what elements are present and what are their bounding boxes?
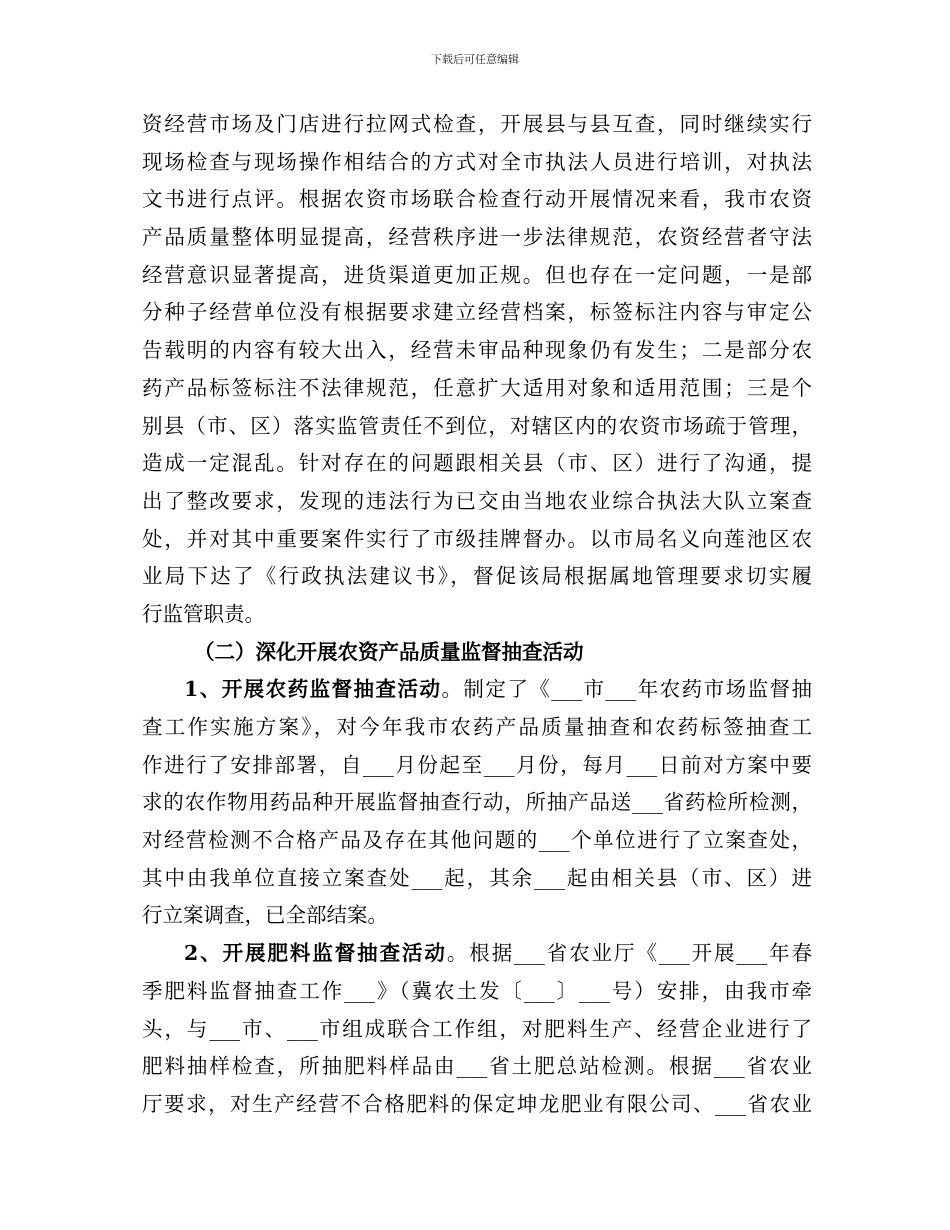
section-heading: （二）深化开展农资产品质量监督抽查活动 [194, 639, 584, 664]
text-line [142, 671, 812, 709]
document-body [142, 106, 812, 1124]
text-line: 头，与___市、___市组成联合工作组，对肥料生产、经营企业进行了 [142, 1016, 812, 1041]
text-line: 其中由我单位直接立案查处___起，其余___起由相关县（市、区）进 [142, 865, 812, 890]
text-line: 作进行了安排部署，自___月份起至___月份，每月___日前对方案中要 [142, 752, 812, 777]
text-line: 肥料抽样检查，所抽肥料样品由___省土肥总站检测。根据___省农业 [142, 1054, 812, 1079]
text-line: 造成一定混乱。针对存在的问题跟相关县（市、区）进行了沟通，提 [142, 451, 812, 476]
text-line: 厅要求，对生产经营不合格肥料的保定坤龙肥业有限公司、___省农业 [142, 1091, 812, 1116]
paragraph-market-inspection [142, 106, 812, 634]
paragraph-fertilizer-inspection [142, 935, 812, 1123]
text-line: 查工作实施方案》，对今年我市农药产品质量抽查和农药标签抽查工 [142, 715, 812, 739]
item-title: 2、开展肥料监督抽查活动 [184, 941, 447, 966]
text-line: 药产品标签标注不法律规范，任意扩大适用对象和适用范围；三是个 [142, 375, 812, 400]
text-line: 资经营市场及门店进行拉网式检查，开展县与县互查，同时继续实行 [142, 112, 812, 136]
paragraph-pesticide-inspection [142, 671, 812, 935]
text-line: 业局下达了《行政执法建议书》，督促该局根据属地管理要求切实履 [142, 564, 812, 589]
item-text: 。制定了《___市___年农药市场监督抽 [441, 677, 813, 702]
text-line: 分种子经营单位没有根据要求建立经营档案，标签标注内容与审定公 [142, 300, 812, 325]
text-line: 现场检查与现场操作相结合的方式对全市执法人员进行培训，对执法 [142, 149, 812, 174]
text-line: 处，并对其中重要案件实行了市级挂牌督办。以市局名义向莲池区农 [142, 526, 812, 551]
text-line: 出了整改要求，发现的违法行为已交由当地农业综合执法大队立案查 [142, 488, 812, 513]
item-title: 1、开展农药监督抽查活动 [184, 677, 442, 702]
text-line [142, 935, 812, 973]
text-line: 对经营检测不合格产品及存在其他问题的___个单位进行了立案查处， [142, 828, 812, 853]
text-line: 别县（市、区）落实监管责任不到位，对辖区内的农资市场疏于管理， [142, 413, 812, 438]
text-line: 行立案调查，已全部结案。 [142, 903, 388, 928]
text-line: 季肥料监督抽查工作___》（冀农土发〔___〕___号）安排，由我市牵 [142, 978, 812, 1003]
text-line: 经营意识显著提高，进货渠道更加正规。但也存在一定问题，一是部 [142, 262, 812, 287]
text-line: 告载明的内容有较大出入，经营未审品种现象仍有发生；二是部分农 [142, 338, 812, 363]
text-line: 行监管职责。 [142, 601, 265, 626]
item-text: 。根据___省农业厅《___开展___年春 [446, 941, 813, 966]
text-line: 产品质量整体明显提高，经营秩序进一步法律规范，农资经营者守法 [142, 225, 812, 250]
text-line: 求的农作物用药品种开展监督抽查行动，所抽产品送___省药检所检测， [142, 790, 812, 815]
text-line: 文书进行点评。根据农资市场联合检查行动开展情况来看，我市农资 [142, 187, 812, 212]
page-header: 下载后可任意编辑 [431, 53, 519, 66]
